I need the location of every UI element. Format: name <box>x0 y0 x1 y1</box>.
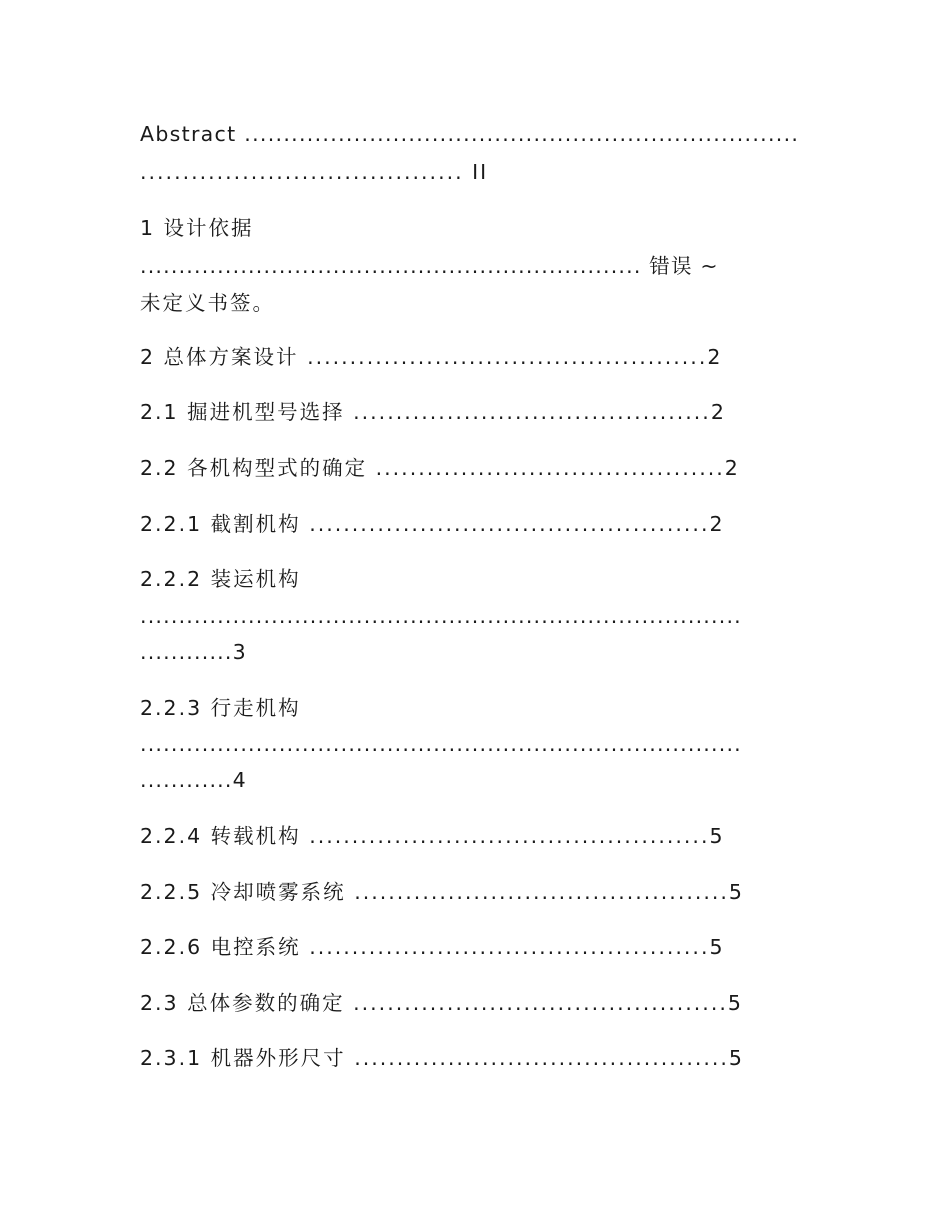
toc-entry-2-2-2[interactable]: 2.2.2 装运机构 <box>140 567 301 591</box>
toc-entry-2-2-2-leader: .............................................................................. <box>140 604 742 628</box>
toc-entry-2-2-3[interactable]: 2.2.3 行走机构 <box>140 696 301 720</box>
toc-entry-2-3[interactable]: 2.3 总体参数的确定 ............................................5 <box>140 991 743 1015</box>
toc-entry-2-2-5[interactable]: 2.2.5 冷却喷雾系统 ............................................5 <box>140 880 744 904</box>
toc-entry-2-2-3-page: ............4 <box>140 768 247 792</box>
toc-entry-2-2-1[interactable]: 2.2.1 截割机构 ...............................................2 <box>140 512 725 536</box>
toc-entry-2-2-3-leader: .............................................................................. <box>140 732 742 756</box>
toc-entry-1-leader: ................................................................. 错误 ~ <box>140 254 719 278</box>
toc-entry-abstract-leader: ...................................... II <box>140 160 489 184</box>
toc-entry-2-2-2-page: ............3 <box>140 640 247 664</box>
toc-entry-2-2-4[interactable]: 2.2.4 转载机构 ...............................................5 <box>140 824 725 848</box>
toc-entry-2-1[interactable]: 2.1 掘进机型号选择 ..........................................2 <box>140 400 726 424</box>
toc-entry-1-continuation: 未定义书签。 <box>140 291 275 315</box>
toc-entry-abstract[interactable]: Abstract ....................................................................... <box>140 122 800 146</box>
toc-entry-2[interactable]: 2 总体方案设计 ...............................................2 <box>140 345 723 369</box>
toc-entry-2-3-1[interactable]: 2.3.1 机器外形尺寸 ............................................5 <box>140 1046 744 1070</box>
toc-entry-2-2-6[interactable]: 2.2.6 电控系统 ...............................................5 <box>140 935 725 959</box>
toc-entry-2-2[interactable]: 2.2 各机构型式的确定 .........................................2 <box>140 456 740 480</box>
toc-entry-1[interactable]: 1 设计依据 <box>140 216 254 240</box>
